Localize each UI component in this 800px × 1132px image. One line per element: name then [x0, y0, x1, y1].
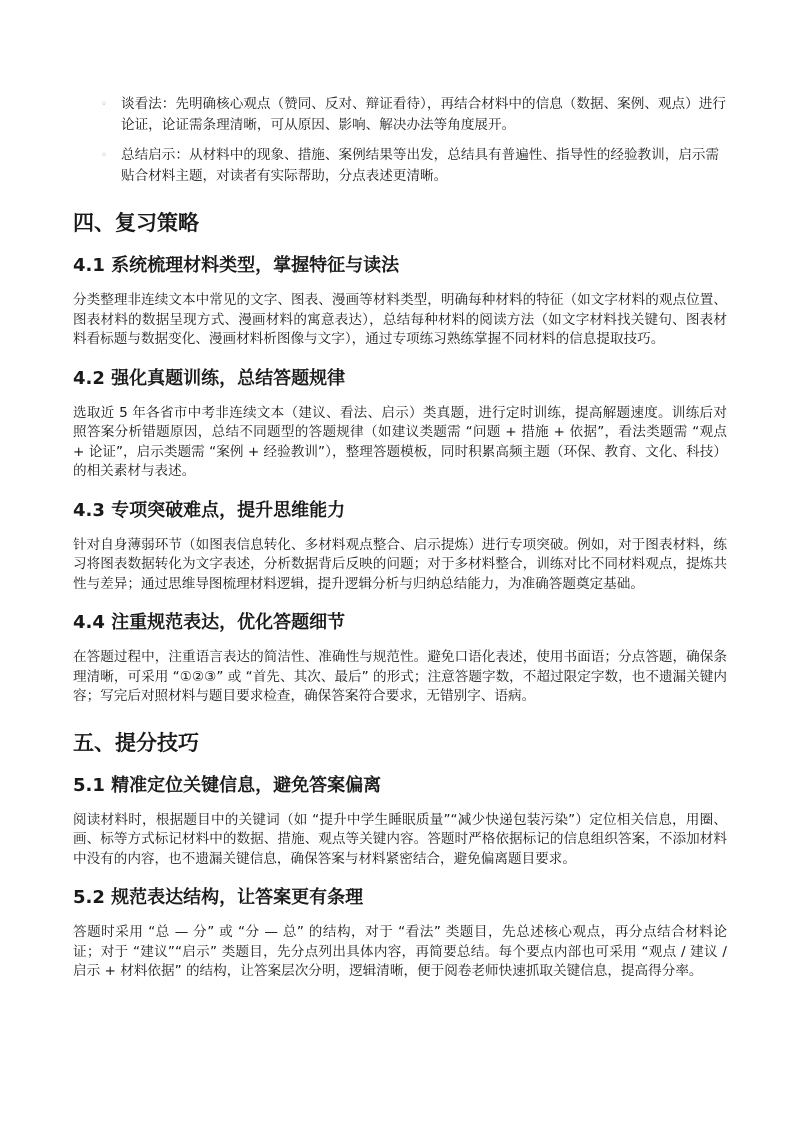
subheading-4-1: 4.1 系统梳理材料类型，掌握特征与读法	[73, 255, 400, 276]
subheading-4-4: 4.4 注重规范表达，优化答题细节	[73, 612, 346, 633]
paragraph-4-2: 选取近 5 年各省市中考非连续文本（建议、看法、启示）类真题，进行定时训练，提高解题速度。训练后对照答案分析错题原因，总结不同题型的答题规律（如建议类题需 “问题 + 措施 + 依据”，看法类题需 “观点 + 论证”，启示类题需 “案例 + 经验教训”），整理答题模板，同时积累高频主题（环保、教育、文化、科技）的相关素材与表述。	[73, 404, 727, 479]
paragraph-4-3: 针对自身薄弱环节（如图表信息转化、多材料观点整合、启示提炼）进行专项突破。例如，对于图表材料，练习将图表数据转化为文字表述，分析数据背后反映的问题；对于多材料整合，训练对比不同材料观点，提炼共性与差异；通过思维导图梳理材料逻辑，提升逻辑分析与归纳总结能力，为准确答题奠定基础。	[73, 536, 727, 592]
paragraph-5-2: 答题时采用 “总 — 分” 或 “分 — 总” 的结构，对于 “看法” 类题目，先总述核心观点，再分点结合材料论证；对于 “建议”“启示” 类题目，先分点列出具体内容，再简要总结。每个要点内部也可采用 “观点 / 建议 / 启示 + 材料依据” 的结构，让答案层次分明，逻辑清晰，便于阅卷老师快速抓取关键信息，提高得分率。	[73, 924, 727, 979]
section-heading-5: 五、提分技巧	[73, 730, 199, 755]
paragraph-5-1: 阅读材料时，根据题目中的关键词（如 “提升中学生睡眠质量”“减少快递包装污染”）定位相关信息，用圈、画、标等方式标记材料中的数据、措施、观点等关键内容。答题时严格依据标记的信息组织答案，不添加材料中没有的内容，也不遗漏关键信息，确保答案与材料紧密结合，避免偏离题目要求。	[73, 811, 727, 867]
subheading-5-2: 5.2 规范表达结构，让答案更有条理	[73, 887, 364, 908]
section-heading-4: 四、复习策略	[73, 211, 199, 235]
bullet-text: 总结启示：从材料中的现象、措施、案例结果等出发，总结具有普遍性、指导性的经验教训，启示需贴合材料主题，对读者有实际帮助，分点表述更清晰。	[121, 147, 720, 184]
document-page	[73, 94, 727, 998]
subheading-5-1: 5.1 精准定位关键信息，避免答案偏离	[73, 774, 382, 796]
paragraph-4-4: 在答题过程中，注重语言表达的简洁性、准确性与规范性。避免口语化表述，使用书面语；分点答题，确保条理清晰，可采用 “①②③” 或 “首先、其次、最后” 的形式；注意答题字数，不超过限定字数，也不遗漏关键内容；写完后对照材料与题目要求检查，确保答案符合要求，无错别字、语病。	[73, 649, 727, 704]
bullet-item-opinion	[73, 94, 727, 136]
bullet-text: 谈看法：先明确核心观点（赞同、反对、辩证看待），再结合材料中的信息（数据、案例、观点）进行论证，论证需条理清晰，可从原因、影响、解决办法等角度展开。	[121, 96, 726, 133]
bullet-item-insight	[73, 145, 727, 187]
bullet-list	[73, 94, 727, 187]
bullet-icon: ◦	[101, 99, 107, 110]
subheading-4-2: 4.2 强化真题训练，总结答题规律	[73, 367, 346, 389]
subheading-4-3: 4.3 专项突破难点，提升思维能力	[73, 499, 346, 521]
bullet-icon: ◦	[101, 150, 107, 161]
paragraph-4-1: 分类整理非连续文本中常见的文字、图表、漫画等材料类型，明确每种材料的特征（如文字材料的观点位置、图表材料的数据呈现方式、漫画材料的寓意表达），总结每种材料的阅读方法（如文字材料找关键句、图表材料看标题与数据变化、漫画材料析图像与文字），通过专项练习熟练掌握不同材料的信息提取技巧。	[73, 292, 727, 347]
